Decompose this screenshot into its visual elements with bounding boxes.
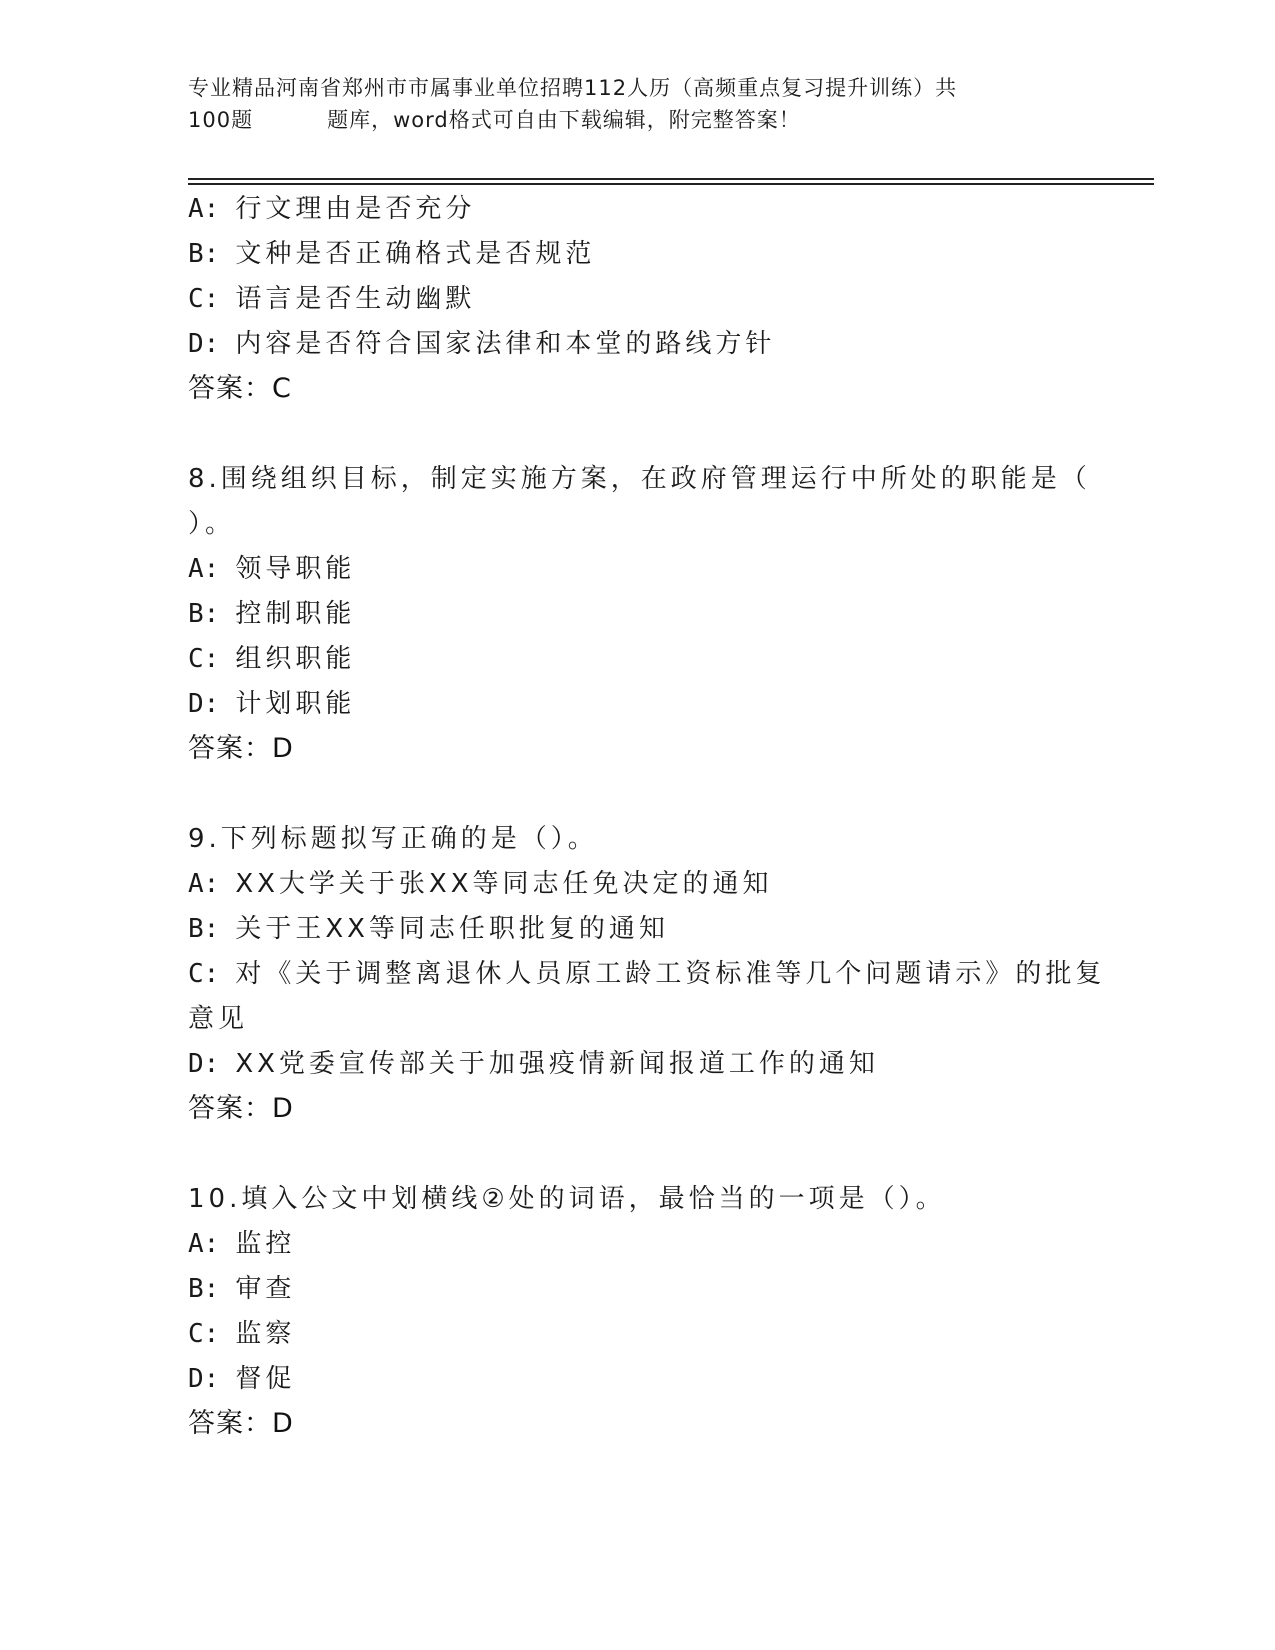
header-line-2: [188, 104, 1068, 136]
q8-option-d: D: 计划职能: [188, 689, 356, 719]
header-rule-bottom: [188, 183, 1154, 185]
q9-answer: 答案：D: [188, 1093, 294, 1124]
page-header: [188, 72, 1068, 136]
q8-answer: 答案：D: [188, 733, 294, 764]
q9-stem: 9.下列标题拟写正确的是（）。: [188, 824, 598, 854]
q10-option-d: D: 督促: [188, 1364, 296, 1394]
q9-option-c: C: 对《关于调整离退休人员原工龄工资标准等几个问题请示》的批复: [188, 959, 1106, 989]
q10-stem: 10.填入公文中划横线②处的词语，最恰当的一项是（）。: [188, 1184, 946, 1214]
q9-option-a: A: XX大学关于张XX等同志任免决定的通知: [188, 869, 773, 899]
header-line-2-desc: 题库，word格式可自由下载编辑，附完整答案！: [327, 108, 801, 132]
q9-option-b: B: 关于王XX等同志任职批复的通知: [188, 914, 669, 944]
q10-answer: 答案：D: [188, 1408, 294, 1439]
q8-stem-cont: ）。: [188, 509, 236, 539]
q7-option-c: C: 语言是否生动幽默: [188, 284, 476, 314]
header-rule-top: [188, 178, 1154, 180]
q8-option-a: A: 领导职能: [188, 554, 356, 584]
q9-option-c-cont: 意见: [188, 1004, 249, 1034]
q7-answer: 答案：C: [188, 373, 292, 404]
q8-option-b: B: 控制职能: [188, 599, 356, 629]
q10-option-b: B: 审查: [188, 1274, 296, 1304]
q7-option-d: D: 内容是否符合国家法律和本堂的路线方针: [188, 329, 776, 359]
q10-option-a: A: 监控: [188, 1229, 296, 1259]
q8-stem: 8.围绕组织目标，制定实施方案，在政府管理运行中所处的职能是（: [188, 464, 1091, 494]
q7-option-a: A: 行文理由是否充分: [188, 194, 476, 224]
q9-option-d: D: XX党委宣传部关于加强疫情新闻报道工作的通知: [188, 1049, 879, 1079]
q10-option-c: C: 监察: [188, 1319, 296, 1349]
header-line-2-count: 100题: [188, 108, 254, 132]
q8-option-c: C: 组织职能: [188, 644, 356, 674]
q7-option-b: B: 文种是否正确格式是否规范: [188, 239, 596, 269]
header-line-1: 专业精品河南省郑州市市属事业单位招聘112人历（高频重点复习提升训练）共: [188, 76, 958, 100]
